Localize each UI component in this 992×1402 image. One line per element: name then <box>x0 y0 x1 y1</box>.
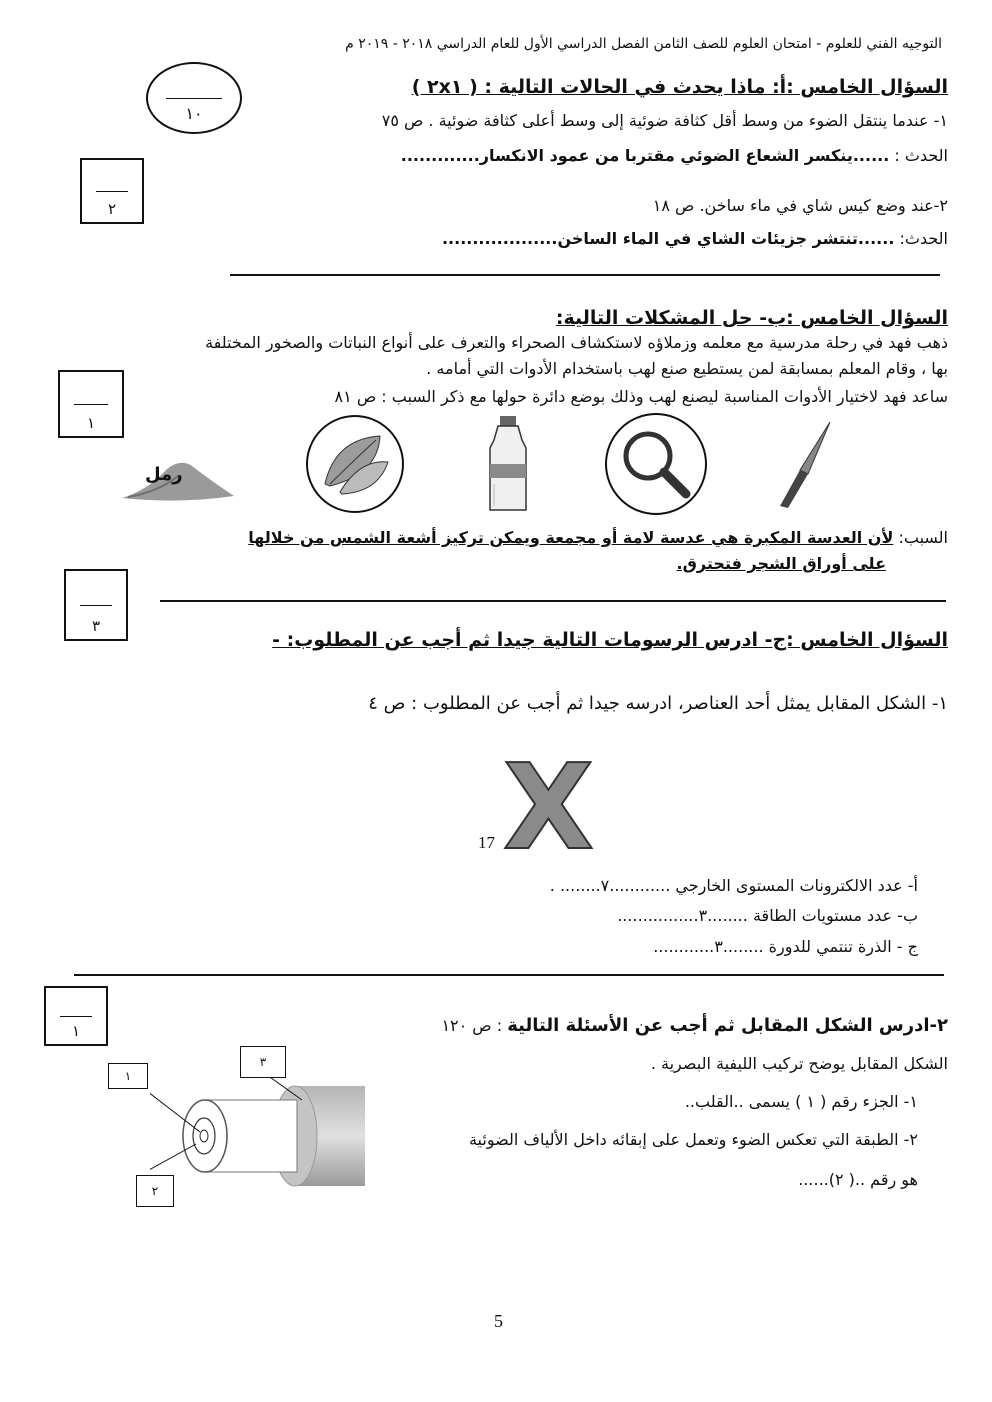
total-score-value: ١٠ <box>185 104 203 123</box>
part-c-item-a: أ- عدد الالكترونات المستوى الخارجي ............٧........ . <box>549 876 918 895</box>
part-a-q1-label: الحدث : <box>894 146 948 165</box>
part-c-q2-item2: ٢- الطبقة التي تعكس الضوء وتعمل على إبقائه داخل الألياف الضوئية <box>468 1130 918 1149</box>
part-a-q1-answer-row <box>401 146 948 165</box>
divider <box>230 274 940 276</box>
part-b-reason-line2: على أوراق الشجر فتحترق. <box>676 554 886 573</box>
knife-image <box>770 418 840 514</box>
part-c-title: السؤال الخامس :ج- ادرس الرسومات التالية جيدا ثم أجب عن المطلوب: - <box>272 629 948 651</box>
total-score-ellipse <box>146 62 242 134</box>
part-b-score-box <box>58 370 124 438</box>
part-c-score-value: ٣ <box>91 617 101 635</box>
part-b-reason-line1: لأن العدسة المكبرة هي عدسة لامة أو مجمعة ويمكن تركيز أشعة الشمس من خلالها <box>248 528 894 547</box>
part-c-q2-score-value: ١ <box>71 1022 81 1040</box>
part-a-q1-answer: ......ينكسر الشعاع الضوئي مقتربا من عمود الانكسار............. <box>400 146 890 165</box>
part-c-q2-item2b: هو رقم ..( ٢)...... <box>798 1170 918 1189</box>
element-symbol: X <box>503 738 594 876</box>
part-b-reason-row <box>248 528 948 547</box>
part-b-para-line2: بها ، وقام المعلم بمسابقة لمن يستطيع صنع لهب باستخدام الأدوات التي أمامه . <box>426 359 948 378</box>
water-bottle-image <box>478 414 538 518</box>
part-b-score-value: ١ <box>86 414 96 432</box>
divider <box>160 600 946 602</box>
fiber-label-3: ٣ <box>240 1046 286 1078</box>
part-c-q2-page: : ص ١٢٠ <box>441 1016 503 1035</box>
part-a-q2-answer-row <box>442 229 948 248</box>
part-a-q1: ١- عندما ينتقل الضوء من وسط أقل كثافة ضوئية إلى وسط أعلى كثافة ضوئية . ص ٧٥ <box>381 111 948 130</box>
dry-leaves-image <box>300 414 410 518</box>
part-a-q2-answer: ......تنتشر جزيئات الشاي في الماء الساخن................... <box>441 229 895 248</box>
part-b-title: السؤال الخامس :ب- حل المشكلات التالية: <box>555 307 948 329</box>
part-c-item-b: ب- عدد مستويات الطاقة ........٣................ <box>617 906 918 925</box>
page-header: التوجيه الفني للعلوم - امتحان العلوم للصف الثامن الفصل الدراسي الأول للعام الدراسي ٢٠١٨ - ٢٠١٩ م <box>345 36 942 52</box>
optical-fiber-diagram <box>150 1070 380 1204</box>
element-atomic-number: 17 <box>478 833 495 852</box>
fiber-label-1: ١ <box>108 1063 148 1089</box>
part-c-score-box <box>64 569 128 641</box>
part-a-title: السؤال الخامس :أ: ماذا يحدث في الحالات التالية : ( ٢x١ ) <box>411 76 948 98</box>
part-c-q2-intro: الشكل المقابل يوضح تركيب الليفية البصرية . <box>650 1054 948 1073</box>
part-b-reason-label: السبب: <box>898 528 948 547</box>
part-c-q2-title: ٢-ادرس الشكل المقابل ثم أجب عن الأسئلة التالية <box>507 1015 948 1036</box>
magnifying-glass-image <box>600 412 712 520</box>
fiber-label-2: ٢ <box>136 1175 174 1207</box>
part-c-q2-item1: ١- الجزء رقم ( ١ ) يسمى ..القلب.. <box>684 1092 918 1111</box>
sand-label: رمل <box>145 464 183 485</box>
part-c-q2-score-box <box>44 986 108 1046</box>
part-a-score-value: ٢ <box>107 200 117 218</box>
part-c-item-c: ج - الذرة تنتمي للدورة ........٣............ <box>653 937 918 956</box>
part-c-q2-title-row <box>441 1015 948 1036</box>
part-b-para-line3: ساعد فهد لاختيار الأدوات المناسبة ليصنع لهب وذلك بوضع دائرة حولها مع ذكر السبب : ص ٨١ <box>334 387 948 406</box>
page-number: 5 <box>494 1311 503 1331</box>
part-c-q1: ١- الشكل المقابل يمثل أحد العناصر، ادرسه جيدا ثم أجب عن المطلوب : ص ٤ <box>368 693 948 714</box>
part-a-score-box <box>80 158 144 224</box>
divider <box>74 974 944 976</box>
part-a-q2-label: الحدث: <box>899 229 948 248</box>
part-a-q2: ٢-عند وضع كيس شاي في ماء ساخن. ص ١٨ <box>652 196 948 215</box>
part-b-para-line1: ذهب فهد في رحلة مدرسية مع معلمه وزملاؤه لاستكشاف الصحراء والتعرف على أنواع النباتات والصخور المختلفة <box>205 333 948 352</box>
